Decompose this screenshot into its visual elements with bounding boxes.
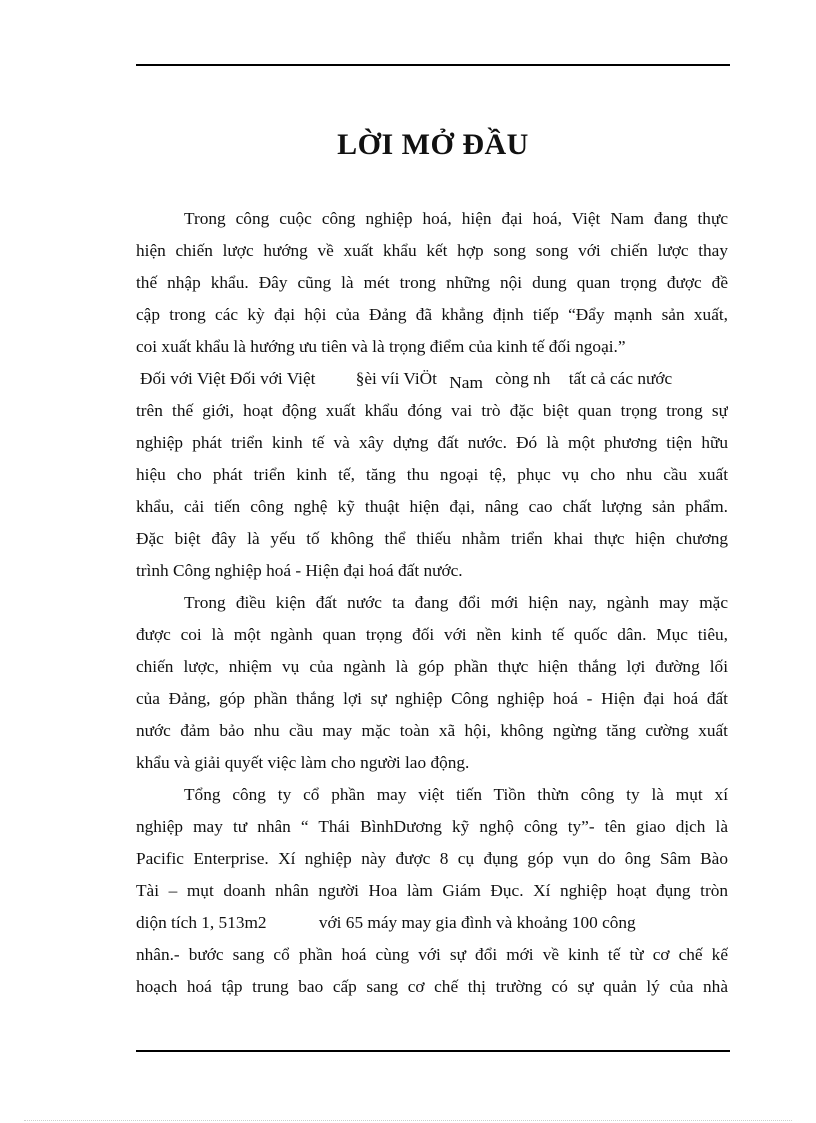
page-edge-divider [24,1120,792,1121]
page-title: LỜI MỞ ĐẦU [337,128,529,161]
text-fragment: diộn tích 1, 513m2 [136,913,267,932]
text-line: của Đảng, góp phần thắng lợi sự nghiệp Công nghiệp hoá - Hiện đại hoá đất [136,689,728,708]
document-body [136,203,728,1003]
text-line: hiệu cho phát triển kinh tế, tăng thu ngoại tệ, phục vụ cho nhu cầu xuất [136,465,728,484]
text-line: khẩu và giải quyết việc làm cho người lao động. [136,753,470,772]
text-line: trên thế giới, hoạt động xuất khẩu đóng vai trò đặc biệt quan trọng trong sự [136,401,728,420]
text-fragment: Đối với Việt Đối với Việt [140,369,316,388]
text-fragment: với 65 máy may gia đình và khoảng 100 công [318,913,636,932]
text-line: nghiệp phát triển kinh tế và xây dựng đất nước. Đó là một phương tiện hữu [136,433,728,452]
text-line: Trong điều kiện đất nước ta đang đổi mới hiện nay, ngành may mặc [184,593,728,612]
text-line [136,907,728,939]
text-line: khẩu, cải tiến công nghệ kỹ thuật hiện đại, nâng cao chất lượng sản phẩm. [136,497,728,516]
text-line: hoạch hoá tập trung bao cấp sang cơ chế thị trường có sự quản lý của nhà [136,977,728,996]
text-line: Pacific Enterprise. Xí nghiệp này được 8 cụ đụng góp vụn do ông Sâm Bào [136,849,728,868]
text-fragment: còng nh [495,369,551,388]
text-line: nhân.- bước sang cổ phần hoá cùng với sự đổi mới về kinh tế từ cơ chế kế [136,945,728,964]
text-line: trình Công nghiệp hoá - Hiện đại hoá đất nước. [136,561,463,580]
text-line: được coi là một ngành quan trọng đối với nền kinh tế quốc dân. Mục tiêu, [136,625,728,644]
text-line: Đặc biệt đây là yếu tố không thể thiếu nhằm triển khai thực hiện chương [136,529,728,548]
text-line: Tài – mụt doanh nhân người Hoa làm Giám Đục. Xí nghiệp hoạt đụng tròn [136,881,728,900]
text-line: chiến lược, nhiệm vụ của ngành là góp phần thực hiện thắng lợi đường lối [136,657,728,676]
text-line: nghiệp may tư nhân “ Thái BìnhDương kỹ nghộ công ty”- tên giao dịch là [136,817,728,836]
text-fragment: §èi víi ViÖt [355,369,437,388]
text-fragment: tất cả các nước [568,369,673,388]
footer-rule [136,1050,730,1052]
text-fragment: Nam [449,373,483,392]
text-line: thế nhập khẩu. Đây cũng là mét trong những nội dung quan trọng được đề [136,273,728,292]
text-line: Tổng công ty cổ phần may việt tiến Tiồn thừn công ty là mụt xí [184,785,728,804]
text-line: cập trong các kỳ đại hội của Đảng đã khẳng định tiếp “Đẩy mạnh sản xuất, [136,305,728,324]
text-line: nước đảm bảo nhu cầu may mặc toàn xã hội, không ngừng tăng cường xuất [136,721,728,740]
text-line [136,363,728,395]
header-rule [136,64,730,66]
text-line: coi xuất khẩu là hướng ưu tiên và là trọng điểm của kinh tế đối ngoại.” [136,337,626,356]
text-line: hiện chiến lược hướng về xuất khẩu kết hợp song song với chiến lược thay [136,241,728,260]
text-line: Trong công cuộc công nghiệp hoá, hiện đại hoá, Việt Nam đang thực [184,209,728,228]
